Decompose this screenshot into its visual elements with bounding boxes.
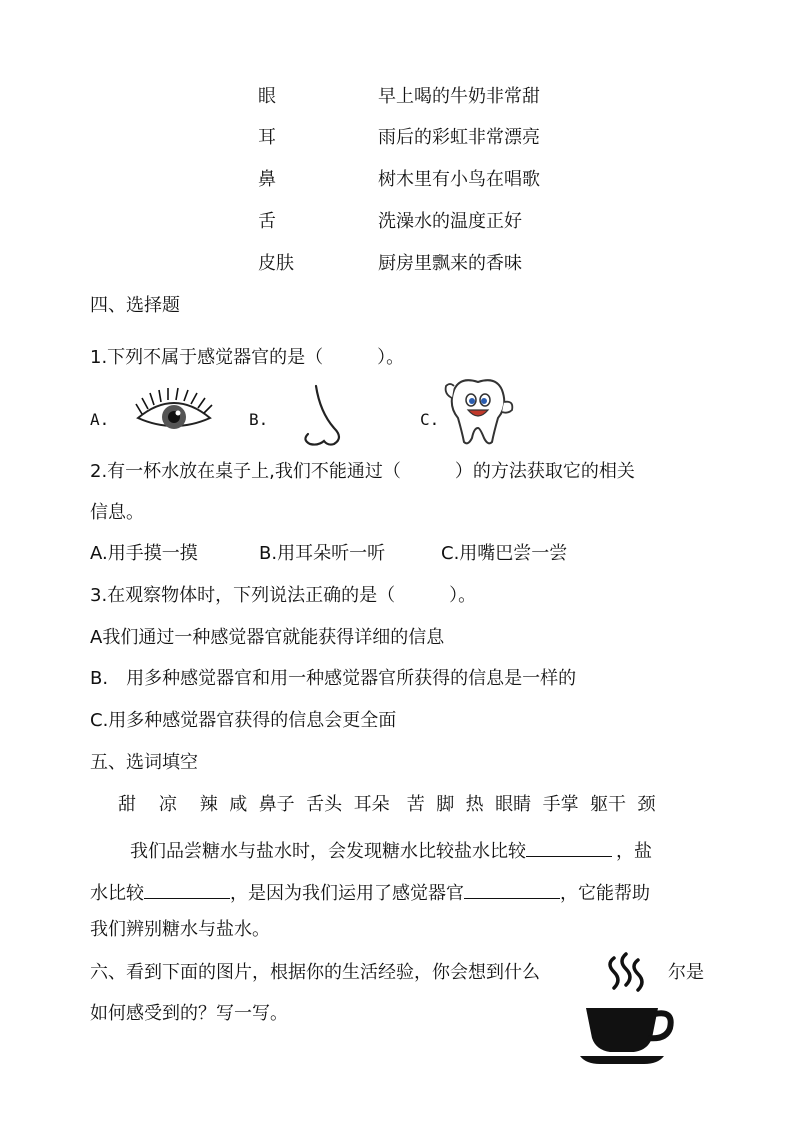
- word-9: 热: [465, 794, 484, 815]
- word-12: 躯干: [590, 794, 627, 815]
- fill-line-2: [90, 880, 650, 903]
- word-2: 辣: [199, 794, 218, 815]
- fill-line-3: 我们辨别糖水与盐水。: [90, 919, 270, 940]
- match-right-2: 树木里有小鸟在唱歌: [378, 169, 540, 190]
- match-right-3: 洗澡水的温度正好: [378, 211, 522, 232]
- match-left-3: 舌: [258, 211, 276, 232]
- word-1: 凉: [158, 794, 177, 815]
- word-8: 脚: [436, 794, 455, 815]
- fill-text-2c: ，它能帮助: [560, 883, 650, 904]
- q3-option-b: B. 用多种感觉器官和用一种感觉器官所获得的信息是一样的: [90, 668, 577, 689]
- fill-text-2b: ，是因为我们运用了感觉器官: [230, 883, 464, 904]
- match-left-2: 鼻: [258, 169, 276, 190]
- section6-line2: 如何感受到的？写一写。: [90, 1003, 288, 1024]
- word-0: 甜: [118, 794, 136, 815]
- fill-text-2a: 水比较: [90, 883, 144, 904]
- word-4: 鼻子: [258, 794, 295, 815]
- word-10: 眼睛: [495, 794, 532, 815]
- word-3: 咸: [229, 794, 248, 815]
- match-left-1: 耳: [258, 127, 276, 148]
- fill-text-1b: ，盐: [616, 841, 652, 862]
- word-bank: [118, 796, 655, 814]
- section5-heading: 五、选词填空: [90, 752, 198, 773]
- match-right-4: 厨房里飘来的香味: [378, 253, 522, 274]
- nose-icon: [298, 384, 348, 448]
- match-left-4: 皮肤: [258, 253, 294, 274]
- q2-option-c: C.用嘴巴尝一尝: [441, 543, 568, 564]
- q2-option-a: A.用手摸一摸: [90, 543, 198, 564]
- q3-text: 3.在观察物体时，下列说法正确的是（ ）。: [90, 585, 477, 606]
- match-right-1: 雨后的彩虹非常漂亮: [378, 127, 540, 148]
- q3-option-c: C.用多种感觉器官获得的信息会更全面: [90, 710, 397, 731]
- word-13: 颈: [637, 794, 656, 815]
- tooth-cartoon-icon: [440, 376, 518, 446]
- blank-1[interactable]: [526, 838, 612, 857]
- section6-line1a: 六、看到下面的图片，根据你的生活经验，你会想到什么: [90, 962, 540, 983]
- section6-line1b: 尔是: [668, 962, 704, 983]
- q2-line1: 2.有一杯水放在桌子上,我们不能通过（ ）的方法获取它的相关: [90, 461, 635, 482]
- hot-coffee-cup-icon: [578, 950, 678, 1068]
- match-right-0: 早上喝的牛奶非常甜: [378, 86, 540, 107]
- fill-line-1: [130, 838, 652, 861]
- word-11: 手掌: [542, 794, 579, 815]
- eye-icon: [134, 390, 214, 440]
- blank-2[interactable]: [144, 880, 230, 899]
- q1-option-b: B.: [249, 410, 269, 429]
- word-7: 苦: [406, 794, 425, 815]
- word-5: 舌头: [306, 794, 343, 815]
- fill-text-1a: 我们品尝糖水与盐水时，会发现糖水比较盐水比较: [130, 841, 526, 862]
- q1-option-c: C.: [420, 410, 440, 429]
- section4-heading: 四、选择题: [90, 295, 180, 316]
- q1-text: 1.下列不属于感觉器官的是（ ）。: [90, 347, 405, 368]
- q1-option-a: A.: [90, 410, 110, 429]
- match-left-0: 眼: [258, 86, 276, 107]
- q2-line2: 信息。: [90, 502, 144, 523]
- q3-option-a: A我们通过一种感觉器官就能获得详细的信息: [90, 627, 445, 648]
- word-6: 耳朵: [353, 794, 390, 815]
- blank-3[interactable]: [464, 880, 560, 899]
- q2-option-b: B.用耳朵听一听: [259, 543, 386, 564]
